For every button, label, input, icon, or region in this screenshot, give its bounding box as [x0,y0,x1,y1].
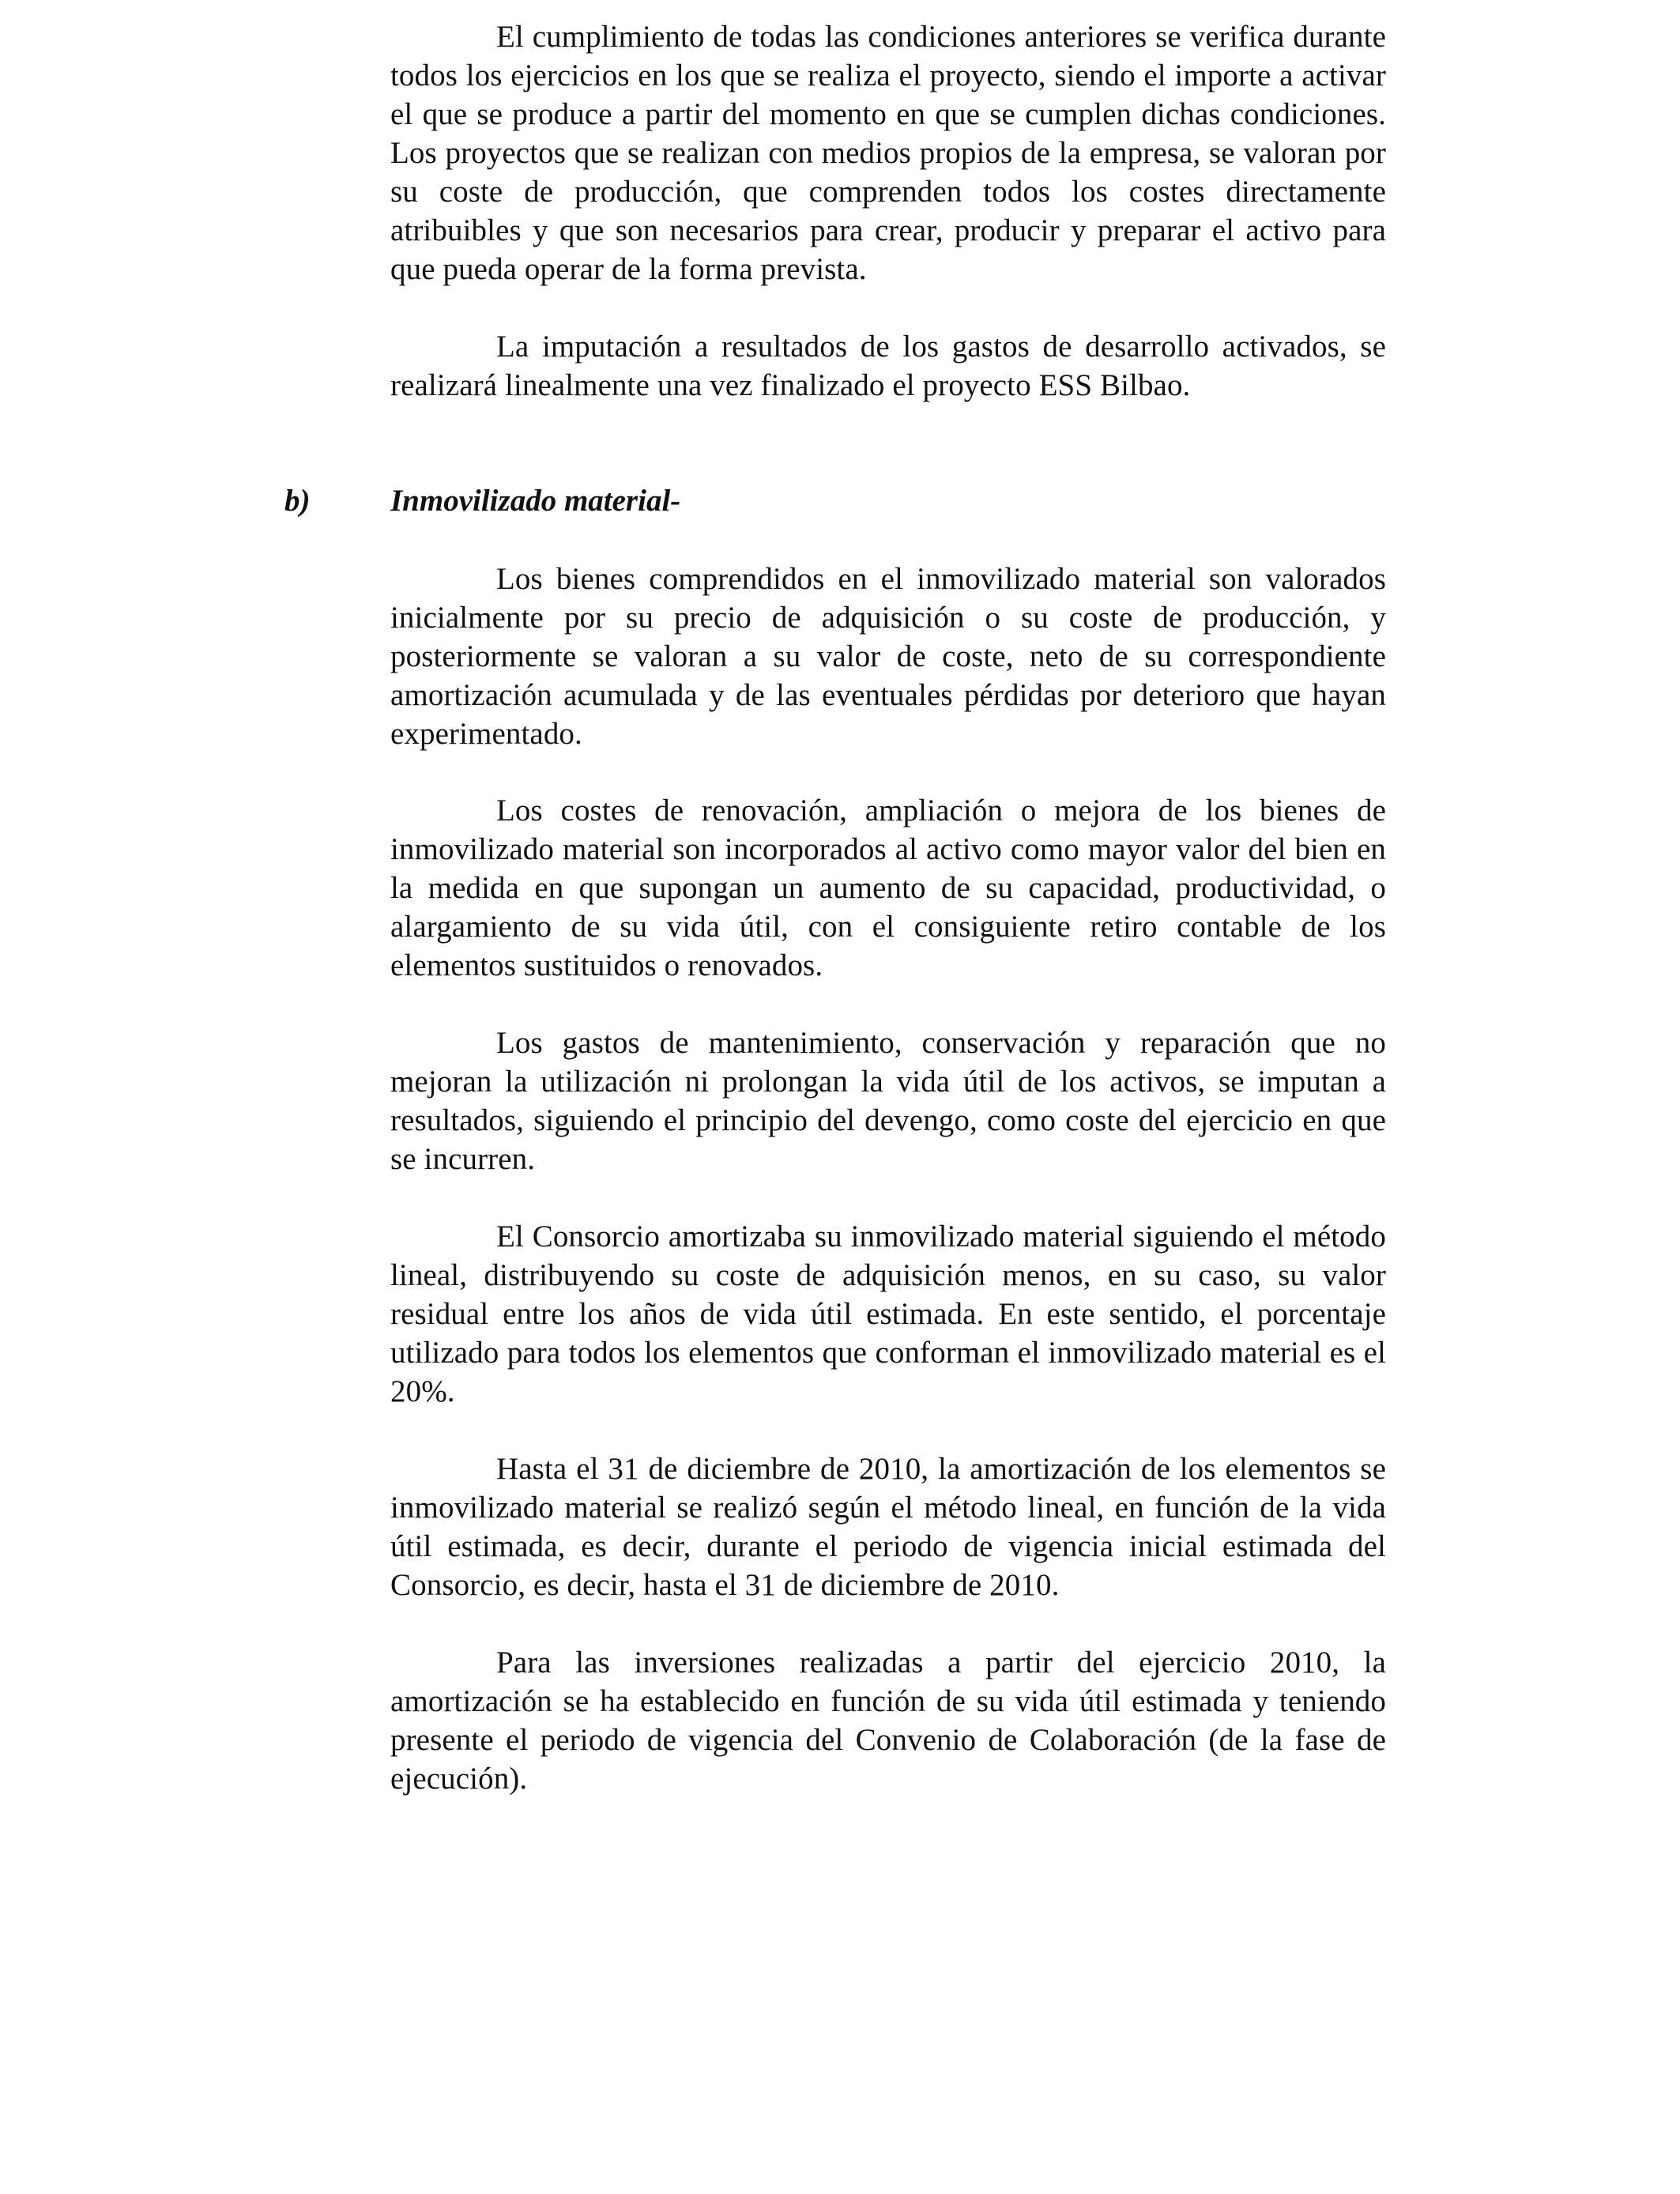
section-paragraph-3: Los gastos de mantenimiento, conservación y reparación que no mejoran la utilización ni prolongan la vida útil de los activos, se imputan a resultados, siguiendo el principio del devengo, como coste del ejercicio en que se incurren. [390,1026,1386,1176]
section-paragraph-2: Los costes de renovación, ampliación o mejora de los bienes de inmovilizado material son incorporados al activo como mayor valor del bien en la medida en que supongan un aumento de su capacidad, productividad, o alargamiento de su vida útil, con el consiguiente retiro contable de los elementos sustituidos o renovados. [390,794,1386,982]
intro-paragraph-1: El cumplimiento de todas las condiciones anteriores se verifica durante todos los ejercicios en los que se realiza el proyecto, siendo el importe a activar el que se produce a partir del momento en que se cumplen dichas condiciones. Los proyectos que se realizan con medios propios de la empresa, se valoran por su coste de producción, que comprenden todos los costes directamente atribuibles y que son necesarios para crear, producir y preparar el activo para que pueda operar de la forma prevista. [390,20,1386,286]
section-title: Inmovilizado material- [390,484,681,518]
section-marker: b) [284,484,311,518]
section-paragraph-6: Para las inversiones realizadas a partir del ejercicio 2010, la amortización se ha establecido en función de su vida útil estimada y teniendo presente el periodo de vigencia del Convenio de Colaboración (de la fase de ejecución). [390,1646,1386,1796]
section-paragraph-1: Los bienes comprendidos en el inmovilizado material son valorados inicialmente por su precio de adquisición o su coste de producción, y posteriormente se valoran a su valor de coste, neto de su correspondiente amortización acumulada y de las eventuales pérdidas por deterioro que hayan experimentado. [390,562,1386,751]
section-paragraph-4: El Consorcio amortizaba su inmovilizado material siguiendo el método lineal, distribuyendo su coste de adquisición menos, en su caso, su valor residual entre los años de vida útil estimada. En este sentido, el porcentaje utilizado para todos los elementos que conforman el inmovilizado material es el 20%. [390,1220,1386,1408]
section-paragraph-5: Hasta el 31 de diciembre de 2010, la amortización de los elementos se inmovilizado material se realizó según el método lineal, en función de la vida útil estimada, es decir, durante el periodo de vigencia inicial estimada del Consorcio, es decir, hasta el 31 de diciembre de 2010. [390,1452,1386,1602]
intro-paragraph-2: La imputación a resultados de los gastos de desarrollo activados, se realizará linealmente una vez finalizado el proyecto ESS Bilbao. [390,330,1386,402]
